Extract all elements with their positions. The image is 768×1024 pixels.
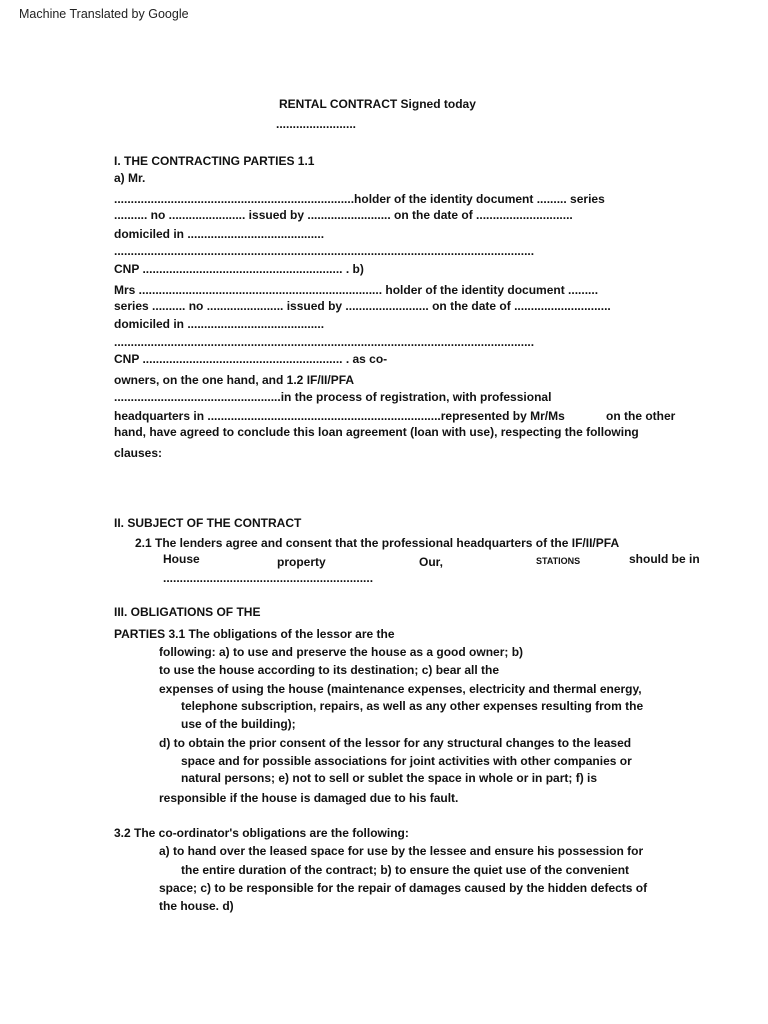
s1-line: CNP ............................................................ . as co-: [114, 352, 388, 366]
s3-line: 3.2 The co-ordinator's obligations are the following:: [114, 826, 409, 840]
s2-word: STATIONS: [536, 556, 581, 566]
s3-line: the entire duration of the contract; b) to ensure the quiet use of the convenient: [181, 863, 630, 877]
s2-word: Our,: [419, 555, 444, 569]
s2-word: should be in: [629, 552, 700, 566]
s1-line: ........................................................................holder of the identity document ......... series: [114, 192, 605, 206]
s2-word: property: [277, 555, 326, 569]
s1-line: hand, have agreed to conclude this loan agreement (loan with use), respecting the following: [114, 425, 639, 439]
s2-paragraph: 2.1 The lenders agree and consent that the professional headquarters of the IF/II/PFA: [135, 536, 620, 550]
s2-dots: ...............................................................: [163, 571, 374, 585]
s3-line: PARTIES 3.1 The obligations of the lessor are the: [114, 627, 395, 641]
s1-line: series .......... no ....................... issued by ......................... on the date of .............................: [114, 299, 611, 313]
s1-line: on the other: [606, 409, 676, 423]
s3-line: d) to obtain the prior consent of the lessor for any structural changes to the leased: [159, 736, 632, 750]
s3-line: responsible if the house is damaged due to his fault.: [159, 791, 459, 805]
s1-line: .......... no ....................... issued by ......................... on the date of .............................: [114, 208, 573, 222]
s3-line: following: a) to use and preserve the house as a good owner; b): [159, 645, 524, 659]
s3-line: space and for possible associations for joint activities with other companies or: [181, 754, 632, 768]
s1-line: headquarters in ......................................................................represented by Mr/Ms: [114, 409, 565, 423]
s1-line: owners, on the one hand, and 1.2 IF/II/PFA: [114, 373, 355, 387]
s1-line: a) Mr.: [114, 171, 146, 185]
s3-line: use of the building);: [181, 717, 296, 731]
contract-title: RENTAL CONTRACT Signed today: [279, 97, 476, 111]
section-2-heading: II. SUBJECT OF THE CONTRACT: [114, 516, 302, 530]
s3-line: space; c) to be responsible for the repair of damages caused by the hidden defects of: [159, 881, 648, 895]
s3-line: natural persons; e) not to sell or sublet the space in whole or in part; f) is: [181, 771, 598, 785]
s1-line: ..............................................................................................................................: [114, 244, 535, 258]
s1-line: ..............................................................................................................................: [114, 335, 535, 349]
s3-line: to use the house according to its destination; c) bear all the: [159, 663, 500, 677]
section-3-heading: III. OBLIGATIONS OF THE: [114, 605, 261, 619]
s3-line: telephone subscription, repairs, as well as any other expenses resulting from the: [181, 699, 644, 713]
s3-line: expenses of using the house (maintenance expenses, electricity and thermal energy,: [159, 682, 642, 696]
s1-line: domiciled in .........................................: [114, 317, 325, 331]
s2-word: House: [163, 552, 200, 566]
s3-line: a) to hand over the leased space for use by the lessee and ensure his possession for: [159, 844, 644, 858]
machine-translated-label: Machine Translated by Google: [19, 7, 189, 21]
s1-line: clauses:: [114, 446, 163, 460]
s1-line: CNP ............................................................ . b): [114, 262, 364, 276]
s3-line: the house. d): [159, 899, 234, 913]
title-date-dots: ........................: [276, 117, 357, 131]
s1-line: domiciled in .........................................: [114, 227, 325, 241]
s1-line: ..................................................in the process of registration, with professional: [114, 390, 552, 404]
section-1-heading: I. THE CONTRACTING PARTIES 1.1: [114, 154, 315, 168]
s1-line: Mrs ......................................................................... holder of the identity document .........: [114, 283, 599, 297]
